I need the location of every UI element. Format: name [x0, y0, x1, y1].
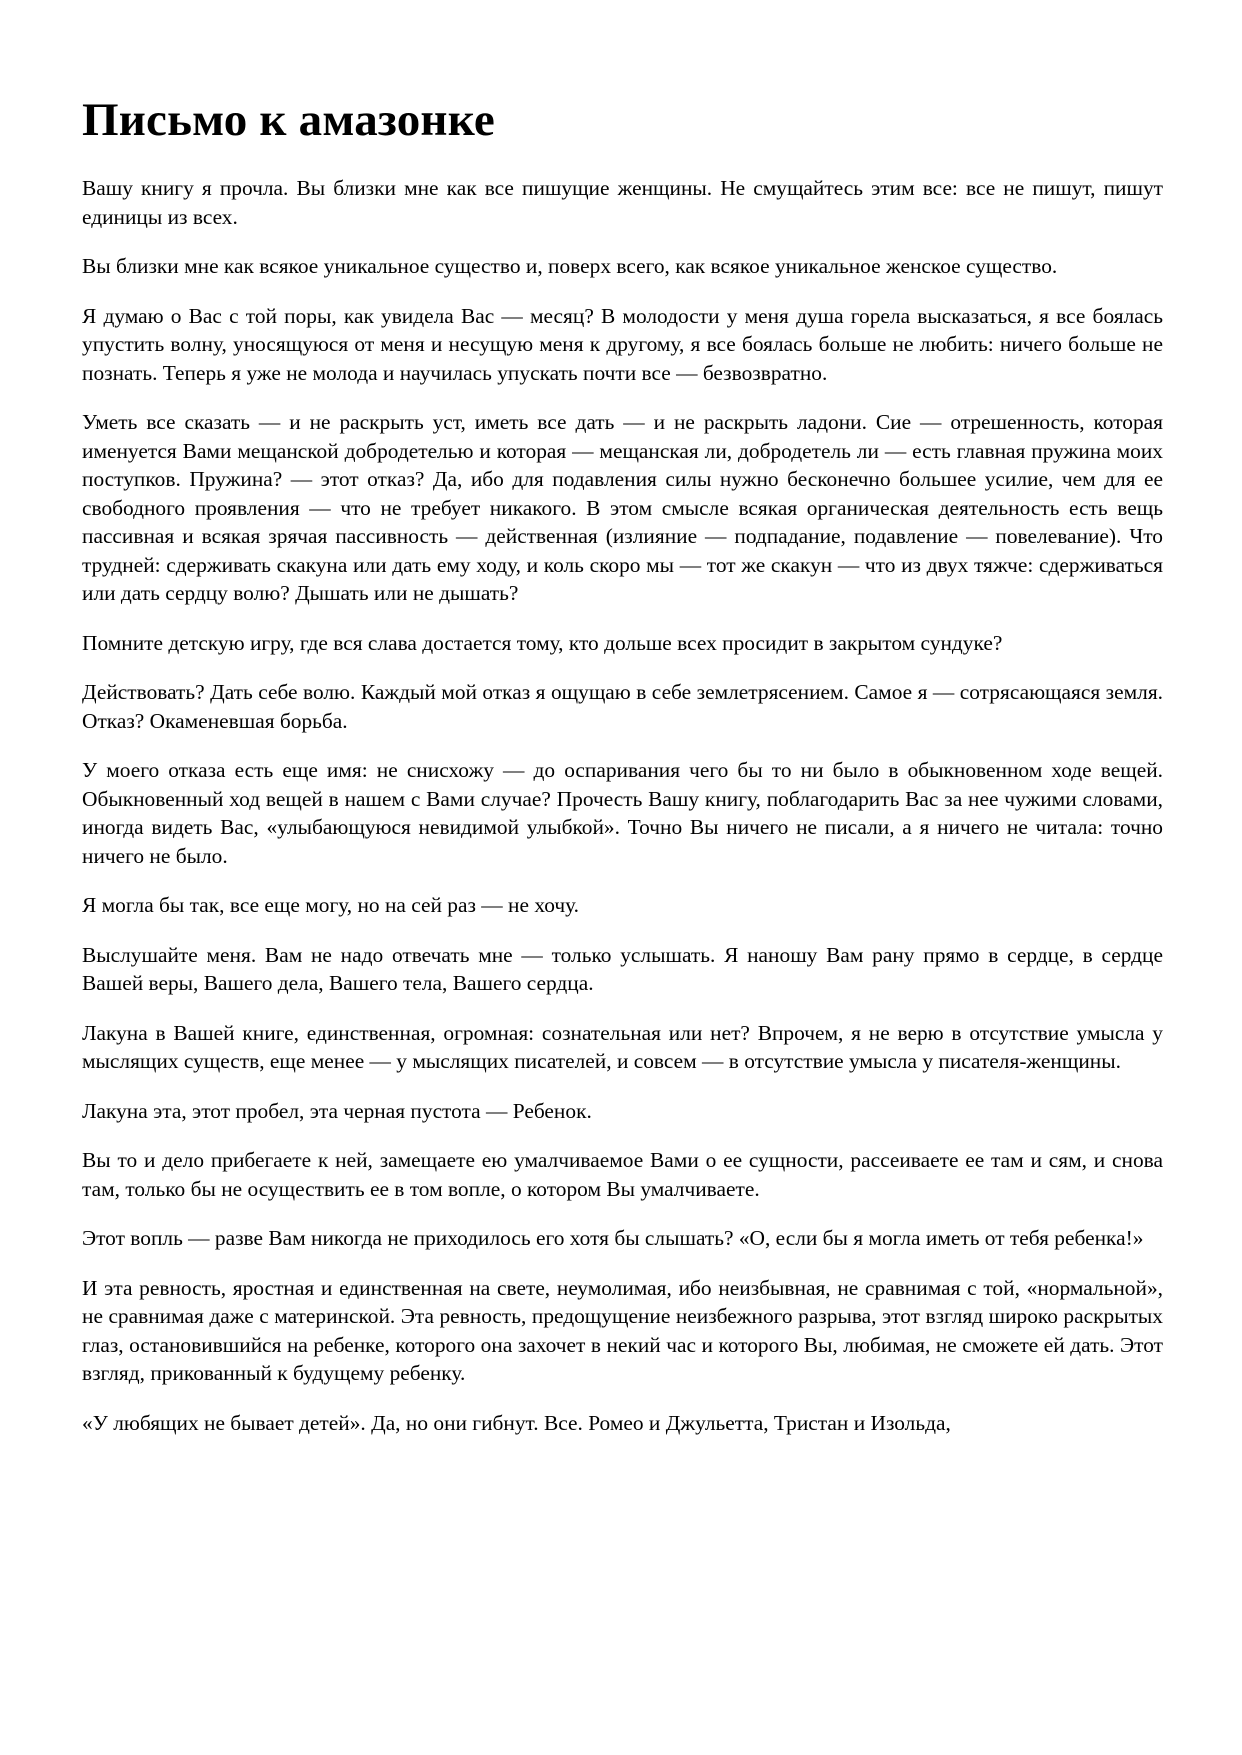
document-page [82, 92, 1163, 1458]
paragraph: «У любящих не бывает детей». Да, но они гибнут. Все. Ромео и Джульетта, Тристан и Изольда, [82, 1410, 951, 1435]
paragraph: Вы близки мне как всякое уникальное существо и, поверх всего, как всякое уникальное женское существо. [82, 254, 1058, 278]
paragraph: Вашу книгу я прочла. Вы близки мне как все пишущие женщины. Не смущайтесь этим все: все не пишут, пишут единицы из всех. [82, 176, 1163, 229]
paragraph: Этот вопль — разве Вам никогда не приходилось его хотя бы слышать? «О, если бы я могла иметь от тебя ребенка!» [82, 1226, 1144, 1250]
paragraph: Лакуна эта, этот пробел, эта черная пустота — Ребенок. [82, 1098, 592, 1123]
page-title: Письмо к амазонке [82, 94, 495, 146]
paragraph: И эта ревность, яростная и единственная на свете, неумолимая, ибо неизбывная, не сравнимая с той, «нормальной», не сравнимая даже с материнской. Эта ревность, предощущение неизбежного разрыва, этот взгляд широко раскрытых глаз, остановившийся на ребенке, которого она захочет в некий час и которого Вы, любимая, не сможете ей дать. Этот взгляд, прикованный к будущему ребенку. [82, 1275, 1163, 1385]
paragraph: Я могла бы так, все еще могу, но на сей раз — не хочу. [82, 893, 579, 917]
paragraph: Я думаю о Вас с той поры, как увидела Вас — месяц? В молодости у меня душа горела высказаться, я все боялась упустить волну, уносящуюся от меня и несущую меня к другому, я все боялась больше не любить: ничего больше не познать. Теперь я уже не молода и научилась упускать почти все — безвозвратно. [82, 303, 1163, 385]
paragraph: У моего отказа есть еще имя: не снисхожу — до оспаривания чего бы то ни было в обыкновенном ходе вещей. Обыкновенный ход вещей в нашем с Вами случае? Прочесть Вашу книгу, поблагодарить Вас за нее чужими словами, иногда видеть Вас, «улыбающуюся невидимой улыбкой». Точно Вы ничего не писали, а я ничего не читала: точно ничего не было. [82, 758, 1163, 868]
paragraph: Выслушайте меня. Вам не надо отвечать мне — только услышать. Я наношу Вам рану прямо в сердце, в сердце Вашей веры, Вашего дела, Вашего тела, Вашего сердца. [82, 942, 1163, 995]
paragraph: Помните детскую игру, где вся слава достается тому, кто дольше всех просидит в закрытом сундуке? [82, 630, 1003, 655]
paragraph: Лакуна в Вашей книге, единственная, огромная: сознательная или нет? Впрочем, я не верю в отсутствие умысла у мыслящих существ, еще менее — у мыслящих писателей, и совсем — в отсутствие умысла у писателя-женщины. [82, 1020, 1163, 1073]
paragraph: Вы то и дело прибегаете к ней, замещаете ею умалчиваемое Вами о ее сущности, рассеиваете ее там и сям, и снова там, только бы не осуществить ее в том вопле, о котором Вы умалчиваете. [82, 1148, 1163, 1201]
paragraph: Действовать? Дать себе волю. Каждый мой отказ я ощущаю в себе землетрясением. Самое я — сотрясающаяся земля. Отказ? Окаменевшая борьба. [82, 680, 1163, 733]
paragraph: Уметь все сказать — и не раскрыть уст, иметь все дать — и не раскрыть ладони. Сие — отрешенность, которая именуется Вами мещанской добродетелью и которая — мещанская ли, добродетель ли — есть главная пружина моих поступков. Пружина? — этот отказ? Да, ибо для подавления силы нужно бесконечно большее усилие, чем для ее свободного проявления — что не требует никакого. В этом смысле всякая органическая деятельность есть вещь пассивная и всякая зрячая пассивность — действенная (излияние — подпадание, подавление — повелевание). Что трудней: сдерживать скакуна или дать ему ходу, и коль скоро мы — тот же скакун — что из двух тяжче: сдерживаться или дать сердцу волю? Дышать или не дышать? [82, 410, 1163, 605]
